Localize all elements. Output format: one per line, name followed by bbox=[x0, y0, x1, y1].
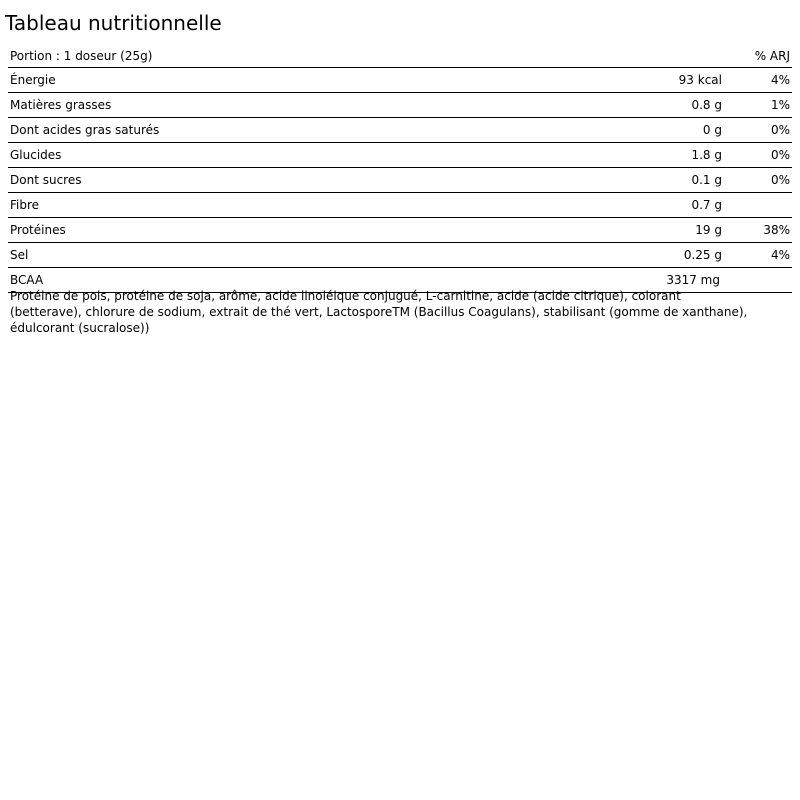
nutrient-ri: 4% bbox=[770, 248, 790, 262]
nutrient-amount: 1.8 g bbox=[691, 148, 722, 162]
nutrient-ri: 0% bbox=[770, 123, 790, 137]
nutrient-label: Énergie bbox=[10, 73, 56, 87]
table-row-sugars bbox=[8, 168, 792, 193]
table-row-fat bbox=[8, 93, 792, 118]
table-row-carbohydrates bbox=[8, 143, 792, 168]
nutrient-ri: 38% bbox=[763, 223, 790, 237]
nutrient-ri: 1% bbox=[770, 98, 790, 112]
table-row-saturated-fat bbox=[8, 118, 792, 143]
nutrient-ri: 4% bbox=[770, 73, 790, 87]
table-header-row bbox=[8, 44, 792, 68]
nutrient-amount: 19 g bbox=[695, 223, 722, 237]
nutrient-label: Dont sucres bbox=[10, 173, 82, 187]
portion-label: Portion : 1 doseur (25g) bbox=[10, 49, 153, 63]
nutrient-amount: 93 kcal bbox=[678, 73, 722, 87]
nutrient-ri: 0% bbox=[770, 148, 790, 162]
ri-header: % ARJ bbox=[754, 49, 790, 63]
table-row-protein bbox=[8, 218, 792, 243]
nutrient-label: Fibre bbox=[10, 198, 40, 212]
nutrient-ri: 0% bbox=[770, 173, 790, 187]
nutrient-amount: 0.8 g bbox=[691, 98, 722, 112]
nutrient-amount: 3317 mg bbox=[666, 273, 720, 287]
nutrient-amount: 0 g bbox=[702, 123, 722, 137]
nutrient-label: Glucides bbox=[10, 148, 62, 162]
nutrient-label: Protéines bbox=[10, 223, 66, 237]
ingredients-text: Protéine de pois, protéine de soja, arôme, acide linoléique conjugué, L-carnitine, acide (acide citrique), colorant (betterave), chlorure de sodium, extrait de thé vert, LactosporeTM (Bacillus Coagulans), stabilisant (gomme de xanthane), édulcorant (sucralose)) bbox=[10, 289, 748, 335]
table-row-fibre bbox=[8, 193, 792, 218]
nutrient-amount: 0.7 g bbox=[691, 198, 722, 212]
nutrient-amount: 0.25 g bbox=[683, 248, 722, 262]
nutrient-label: Dont acides gras saturés bbox=[10, 123, 160, 137]
nutrient-label: Sel bbox=[10, 248, 29, 262]
nutrient-label: Matières grasses bbox=[10, 98, 112, 112]
table-row-salt bbox=[8, 243, 792, 268]
page-title: Tableau nutritionnelle bbox=[5, 11, 222, 35]
table-row-energy bbox=[8, 68, 792, 93]
nutrient-label: BCAA bbox=[10, 273, 44, 287]
nutrition-table bbox=[8, 44, 792, 293]
nutrient-amount: 0.1 g bbox=[691, 173, 722, 187]
